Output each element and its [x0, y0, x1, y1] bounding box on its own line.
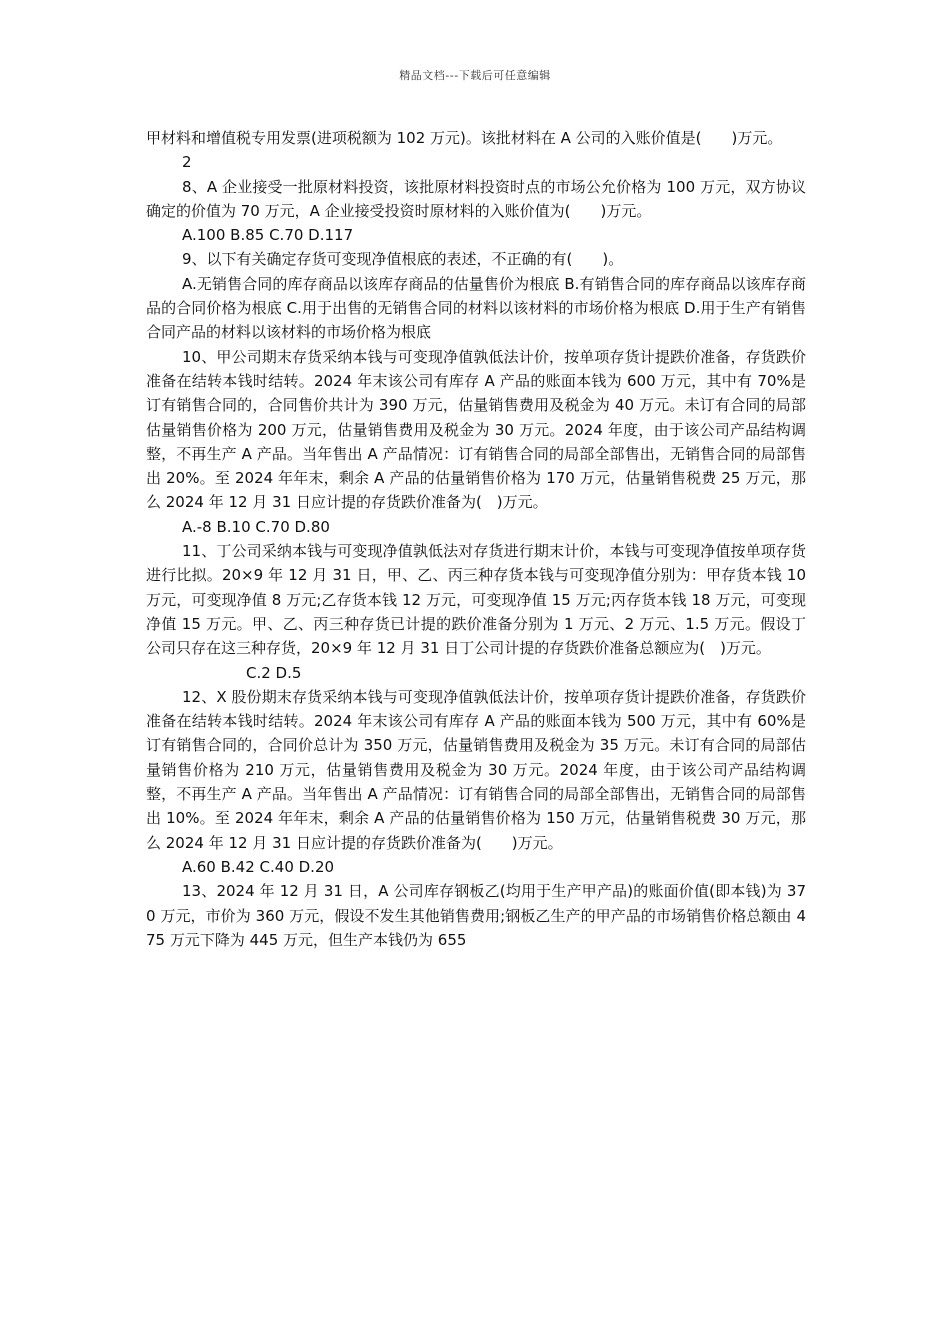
question-12: 12、X 股份期末存货采纳本钱与可变现净值孰低法计价，按单项存货计提跌价准备，存货跌价准备在结转本钱时结转。2024 年末该公司有库存 A 产品的账面本钱为 500 万元，其中有 60%是订有销售合同的，合同价总计为 350 万元，估量销售费用及税金为 35 万元。未订有合同的局部估量销售价格为 210 万元，估量销售费用及税金为 30 万元。2024 年度，由于该公司产品结构调整，不再生产 A 产品。当年售出 A 产品情况：订有销售合同的局部全部售出，无销售合同的局部售出 10%。至 2024 年年末，剩余 A 产品的估量销售价格为 150 万元，估量销售税费 30 万元，那么 2024 年 12 月 31 日应计提的存货跌价准备为( )万元。: [146, 687, 806, 852]
document-body: [146, 126, 806, 952]
question-8: 8、A 企业接受一批原材料投资，该批原材料投资时点的市场公允价格为 100 万元，双方协议确定的价值为 70 万元，A 企业接受投资时原材料的入账价值为( )万元。: [146, 177, 806, 220]
page-header: 精品文档---下载后可任意编辑: [399, 69, 551, 82]
question-9: 9、以下有关确定存货可变现净值根底的表述，不正确的有( )。: [182, 250, 624, 269]
question-8-options: A.100 B.85 C.70 D.117: [182, 226, 354, 245]
question-10-options: A.-8 B.10 C.70 D.80: [182, 517, 330, 536]
paragraph-continuation: 甲材料和增值税专用发票(进项税额为 102 万元)。该批材料在 A 公司的入账价值是( )万元。: [146, 129, 783, 147]
answer-line: 2: [182, 153, 192, 172]
question-9-options: A.无销售合同的库存商品以该库存商品的估量售价为根底 B.有销售合同的库存商品以该库存商品的合同价格为根底 C.用于出售的无销售合同的材料以该材料的市场价格为根底 D.用于生产有销售合同产品的材料以该材料的市场价格为根底: [146, 274, 806, 342]
question-12-options: A.60 B.42 C.40 D.20: [182, 857, 335, 876]
question-10: 10、甲公司期末存货采纳本钱与可变现净值孰低法计价，按单项存货计提跌价准备，存货跌价准备在结转本钱时结转。2024 年末该公司有库存 A 产品的账面本钱为 600 万元，其中有 70%是订有销售合同的，合同售价共计为 390 万元，估量销售费用及税金为 40 万元。未订有合同的局部估量销售价格为 200 万元，估量销售费用及税金为 30 万元。2024 年度，由于该公司产品结构调整，不再生产 A 产品。当年售出 A 产品情况：订有销售合同的局部全部售出，无销售合同的局部售出 20%。至 2024 年年末，剩余 A 产品的估量销售价格为 170 万元，估量销售税费 25 万元，那么 2024 年 12 月 31 日应计提的存货跌价准备为( )万元。: [146, 347, 806, 512]
question-13: 13、2024 年 12 月 31 日，A 公司库存钢板乙(均用于生产甲产品)的账面价值(即本钱)为 370 万元，市价为 360 万元，假设不发生其他销售费用;钢板乙生产的甲产品的市场销售价格总额由 475 万元下降为 445 万元，但生产本钱仍为 655: [146, 882, 806, 949]
question-11-options: C.2 D.5: [246, 663, 302, 682]
question-11: 11、丁公司采纳本钱与可变现净值孰低法对存货进行期末计价，本钱与可变现净值按单项存货进行比拟。20×9 年 12 月 31 日，甲、乙、丙三种存货本钱与可变现净值分别为：甲存货本钱 10 万元，可变现净值 8 万元;乙存货本钱 12 万元，可变现净值 15 万元;丙存货本钱 18 万元，可变现净值 15 万元。甲、乙、丙三种存货已计提的跌价准备分别为 1 万元、2 万元、1.5 万元。假设丁公司只存在这三种存货，20×9 年 12 月 31 日丁公司计提的存货跌价准备总额应为( )万元。: [146, 542, 806, 658]
